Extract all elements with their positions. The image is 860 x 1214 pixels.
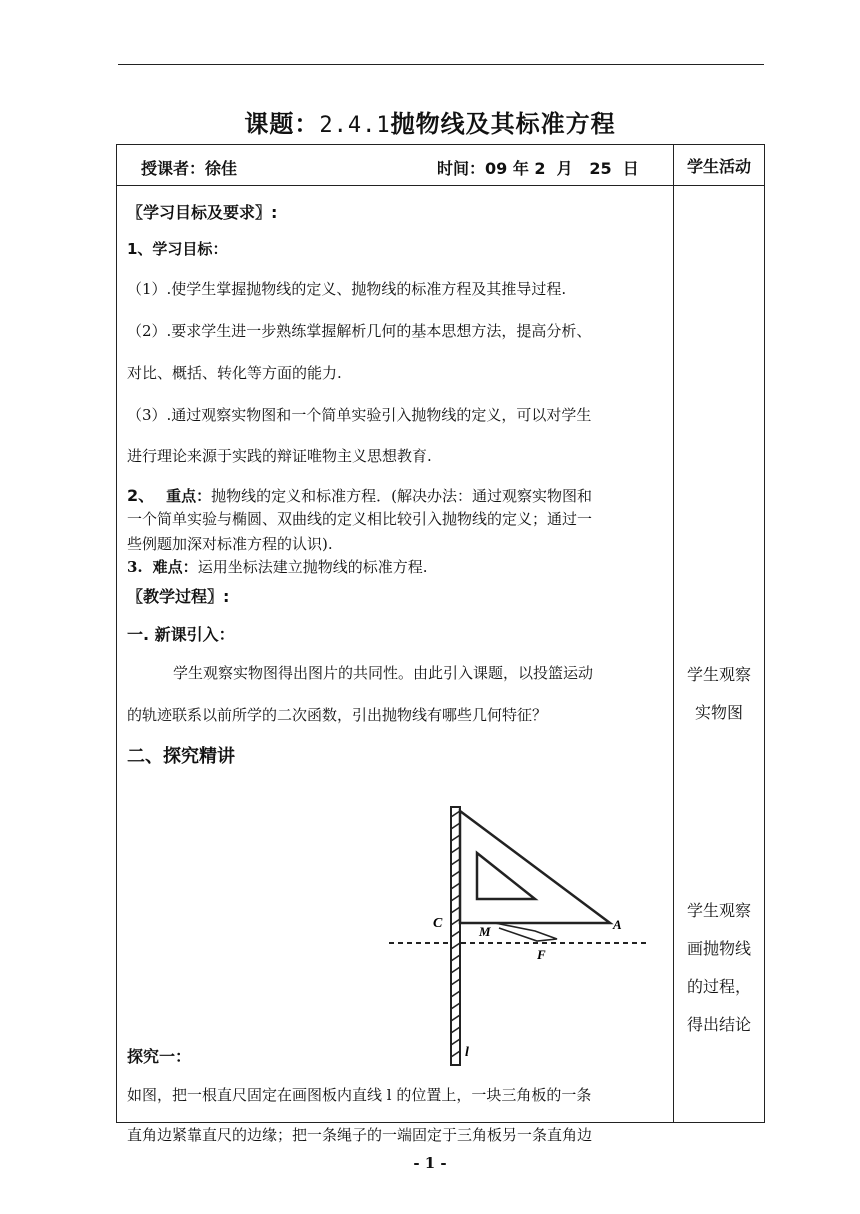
goal1-item2-line1: （2）.要求学生进一步熟练掌握解析几何的基本思想方法，提高分析、	[127, 322, 592, 340]
section1-line2: 的轨迹联系以前所学的二次函数，引出抛物线有哪些几何特征？	[127, 706, 548, 724]
triangle-ruler-figure	[387, 803, 652, 1068]
section1-heading: 一. 新课引入：	[127, 625, 235, 644]
key-word: 重点：	[166, 487, 212, 505]
student-activity-cell	[674, 186, 765, 1123]
difficult-point	[127, 556, 427, 577]
main-content-cell	[117, 186, 674, 1144]
teacher-label: 授课者：徐佳	[141, 159, 238, 178]
label-c: C	[433, 916, 443, 931]
side-note2-line2: 画抛物线	[686, 939, 751, 958]
difficult-text: 运用坐标法建立抛物线的标准方程.	[197, 558, 428, 576]
explore1-heading: 探究一：	[127, 1047, 192, 1066]
goal1-item3-line1: （3）.通过观察实物图和一个简单实验引入抛物线的定义，可以对学生	[127, 406, 592, 424]
goal1-item3-line2: 进行理论来源于实践的辩证唯物主义思想教育.	[127, 447, 432, 465]
side-note2-line1: 学生观察	[686, 901, 751, 920]
label-m: M	[479, 924, 491, 939]
process-heading: 〖教学过程〗:	[127, 587, 230, 606]
section1-line1: 学生观察实物图得出图片的共同性。由此引入课题，以投篮运动	[173, 664, 594, 682]
page-number: - 1 -	[413, 1154, 447, 1172]
key-point-line1	[127, 483, 592, 506]
string	[495, 923, 557, 941]
side-note-draw	[674, 892, 764, 1044]
difficult-label: 3.	[127, 558, 143, 576]
explore1-line1: 如图，把一根直尺固定在画图板内直线 l 的位置上，一块三角板的一条	[127, 1086, 592, 1104]
side-note1-line1: 学生观察	[686, 665, 751, 684]
goal1-item2-line2: 对比、概括、转化等方面的能力.	[127, 364, 342, 382]
key-point-line2: 一个简单实验与椭圆、双曲线的定义相比较引入抛物线的定义；通过一	[127, 510, 593, 528]
key-label: 2、	[127, 486, 155, 505]
side-note-observe	[674, 656, 764, 732]
title-number: 2.4.1	[319, 113, 391, 138]
side-note2-line3: 的过程，	[686, 977, 751, 996]
triangle-set-square	[460, 811, 610, 923]
header-rule	[118, 64, 764, 65]
title-prefix: 课题：	[244, 110, 320, 138]
header-info-cell	[117, 145, 674, 186]
explore1-line2: 直角边紧靠直尺的边缘；把一条绳子的一端固定于三角板另一条直角边	[127, 1126, 593, 1144]
section2-heading: 二、探究精讲	[127, 746, 235, 767]
side-note1-line2: 实物图	[694, 703, 743, 722]
label-a: A	[613, 917, 622, 932]
key-text-line1: 抛物线的定义和标准方程．(解决办法：通过观察实物图和	[211, 487, 593, 505]
goals-heading: 〖学习目标及要求〗:	[127, 203, 278, 222]
lesson-title	[0, 104, 860, 139]
difficult-word: 难点：	[152, 558, 198, 576]
goal1-item1: （1）.使学生掌握抛物线的定义、抛物线的标准方程及其推导过程.	[127, 280, 567, 298]
student-activity-heading: 学生活动	[674, 145, 765, 186]
side-note2-line4: 得出结论	[686, 1015, 751, 1034]
goal1-heading: 1、学习目标：	[127, 240, 228, 258]
title-text: 抛物线及其标准方程	[390, 110, 616, 138]
time-label: 时间：09 年 2 月 25 日	[437, 159, 639, 178]
label-f: F	[537, 947, 546, 962]
lesson-table	[116, 144, 765, 1144]
label-l: l	[465, 1045, 469, 1060]
key-point-line3: 些例题加深对标准方程的认识).	[127, 535, 333, 553]
